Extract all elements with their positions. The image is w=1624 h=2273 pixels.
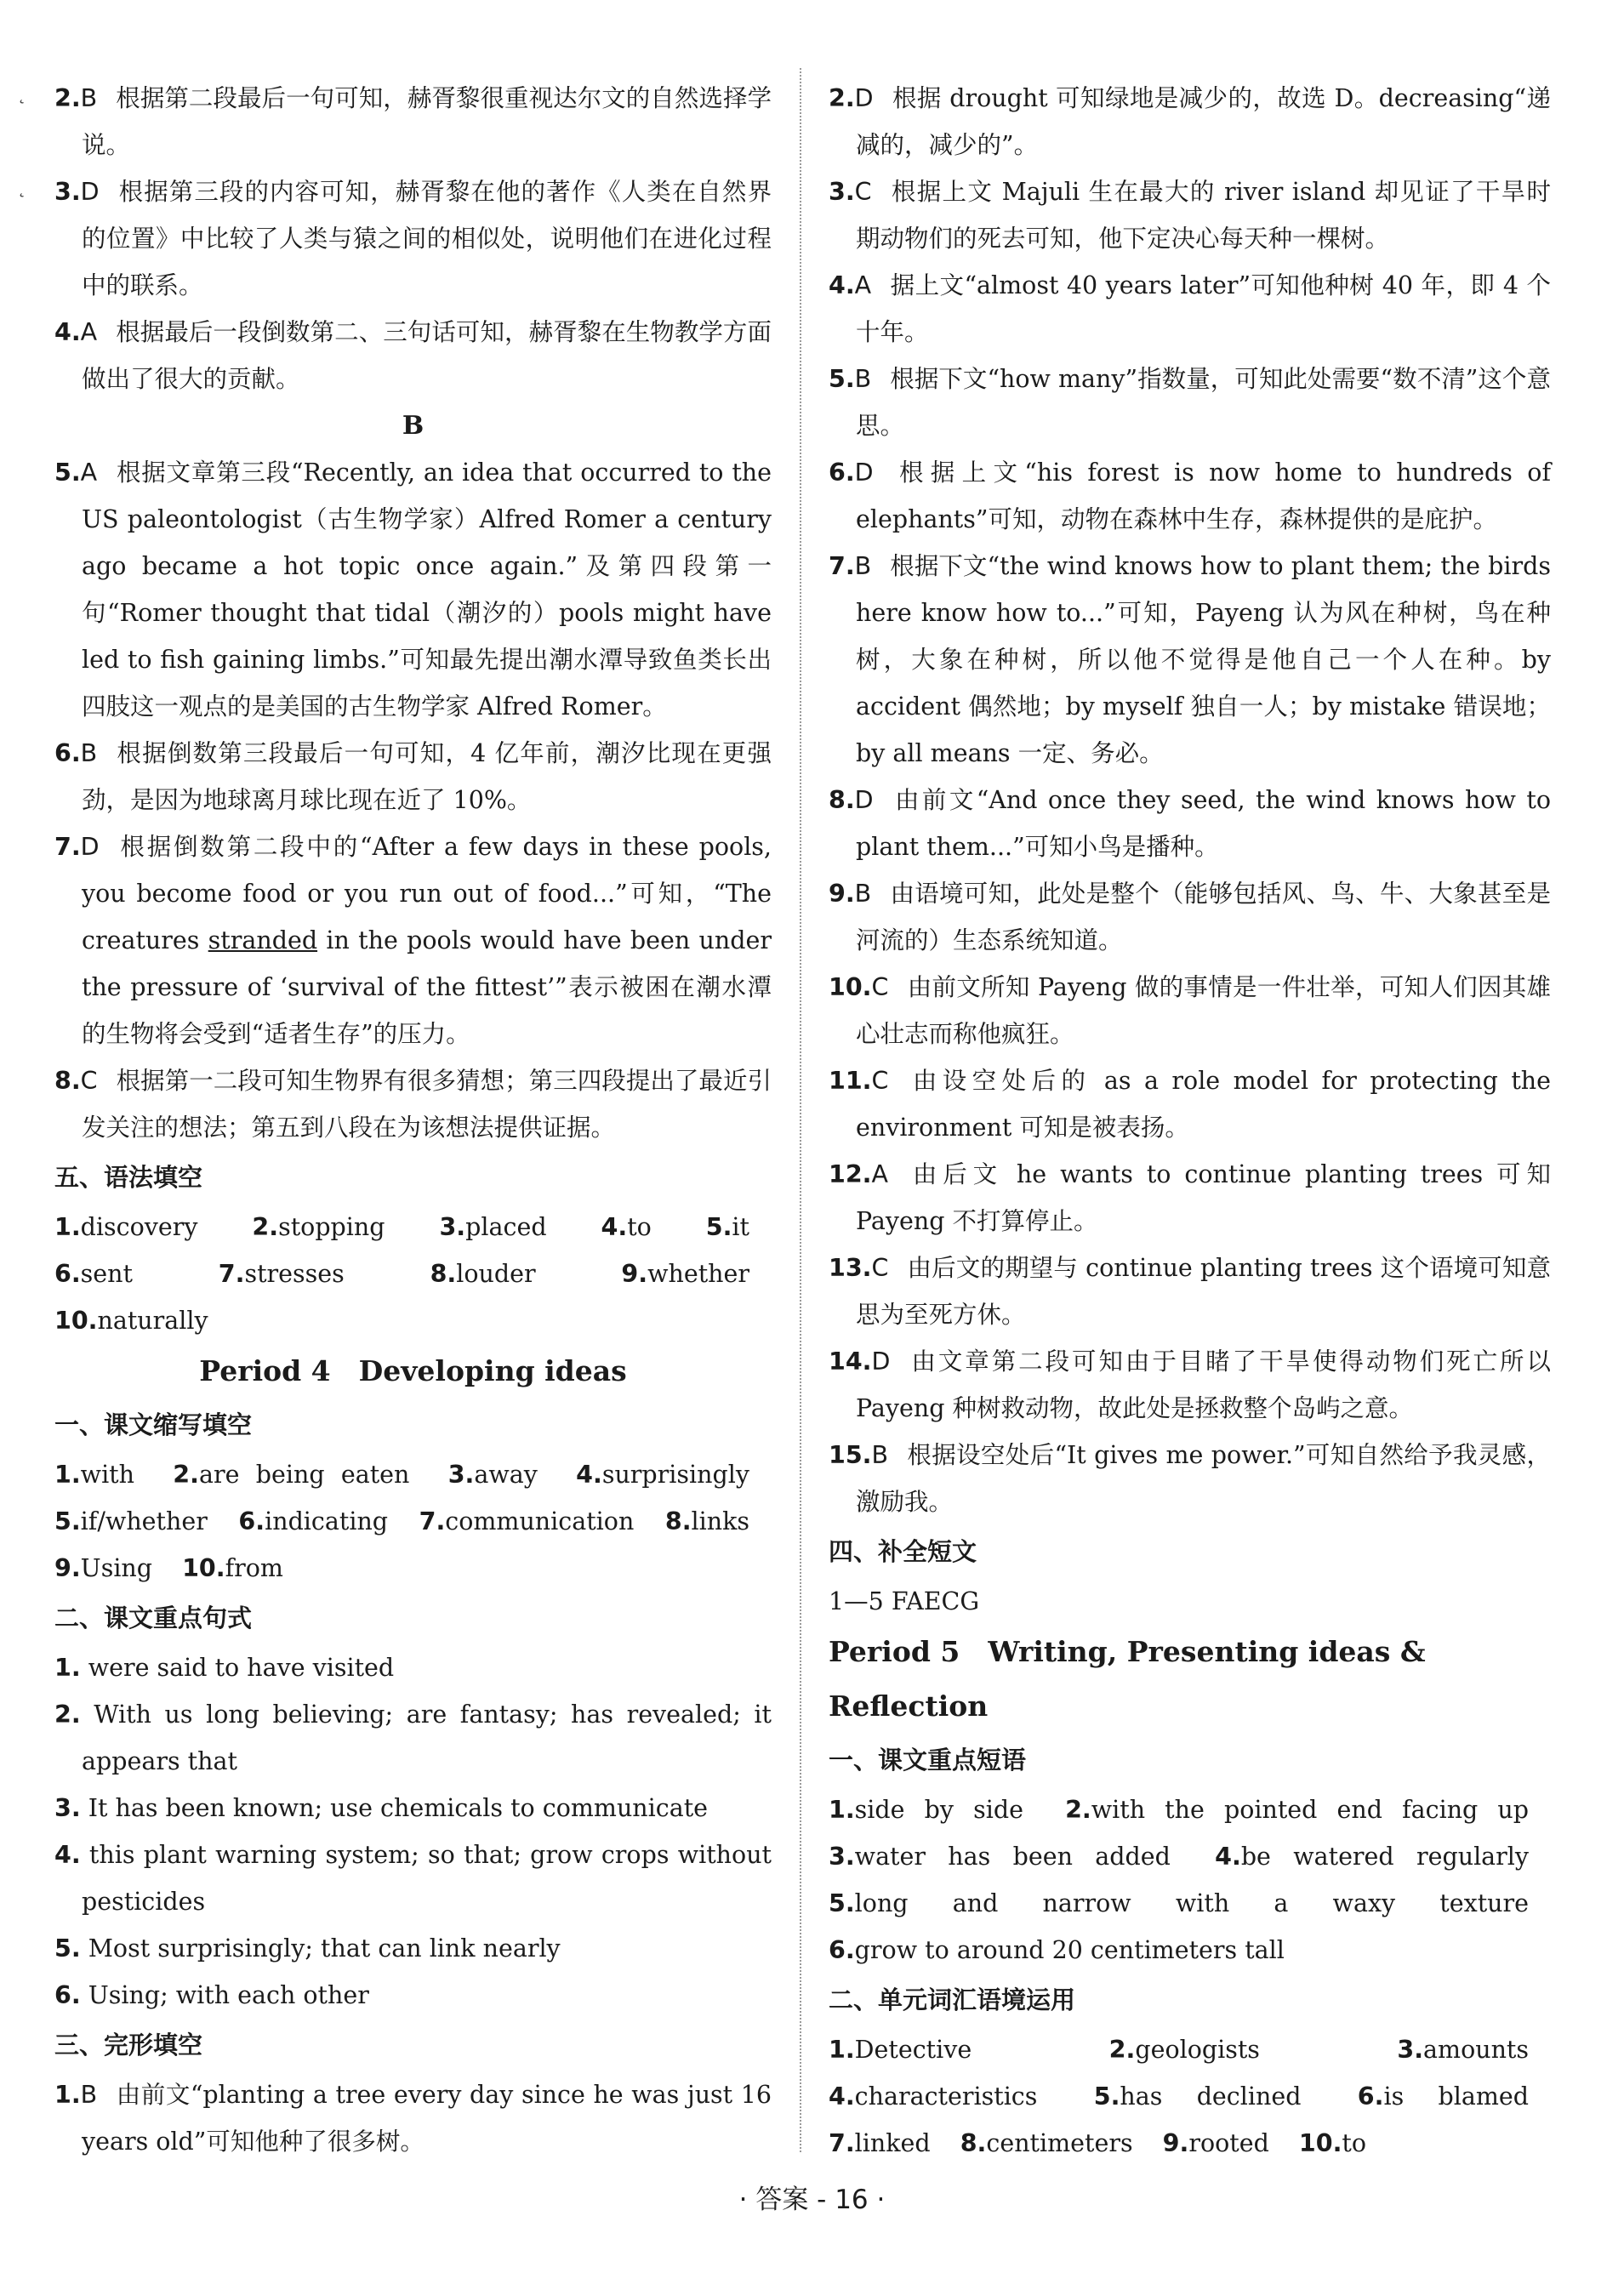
cloze-answers-continued <box>829 75 1551 1525</box>
pair-number: 7. <box>419 1507 446 1535</box>
answer-item <box>829 1432 1551 1525</box>
answer-pair <box>576 1461 749 1489</box>
pair-number: 1. <box>829 2036 855 2064</box>
pair-number: 6. <box>238 1507 265 1535</box>
item-explanation: 根据设空处后“It gives me power.”可知自然给予我灵感，激励我。 <box>856 1441 1551 1516</box>
pair-answer: to <box>627 1213 652 1241</box>
pair-answer: Using <box>80 1554 153 1582</box>
answer-item <box>829 1338 1551 1432</box>
pair-answer: Detective <box>854 2036 972 2064</box>
answer-item <box>829 777 1551 870</box>
item-explanation: 根据倒数第三段最后一句可知，4 亿年前，潮汐比现在更强劲，是因为地球离月球比现在近了 10%。 <box>82 739 772 814</box>
pair-number: 1. <box>829 1796 855 1824</box>
answer-pair <box>54 1461 134 1489</box>
short-passage-answer: 1—5 FAECG <box>829 1587 980 1615</box>
pair-number: 6. <box>54 1260 81 1288</box>
item-explanation: 由前文“And once they seed, the wind knows how to plant them...”可知小鸟是播种。 <box>856 786 1551 861</box>
pair-answer: has declined <box>1120 2082 1302 2111</box>
pair-number: 5. <box>1093 2082 1120 2111</box>
pair-answer: with the pointed end facing up <box>1091 1796 1530 1824</box>
item-choice: B <box>854 552 872 580</box>
answer-pair <box>1109 2036 1260 2064</box>
pair-answer: characteristics <box>854 2082 1038 2111</box>
item-choice: B <box>80 84 98 112</box>
answer-pair <box>829 1843 1171 1871</box>
item-number: 2. <box>54 1700 81 1729</box>
short-passage-heading: 四、补全短文 <box>829 1537 977 1566</box>
pair-answer: if/whether <box>80 1507 208 1535</box>
answer-pair <box>439 1213 546 1241</box>
item-explanation: 由设空处后的 as a role model for protecting the environment 可知是被表扬。 <box>856 1067 1551 1142</box>
pair-answer: rooted <box>1188 2129 1269 2157</box>
answer-pair <box>829 2082 1037 2111</box>
item-explanation: 根据下文“how many”指数量，可知此处需要“数不清”这个意思。 <box>856 365 1551 440</box>
cloze-heading: 三、完形填空 <box>54 2031 203 2059</box>
item-number: 4. <box>54 1841 81 1869</box>
pair-number: 6. <box>1357 2082 1384 2111</box>
pair-answer: long and narrow with a waxy texture <box>854 1889 1529 1917</box>
pair-answer: from <box>225 1554 283 1582</box>
pair-number: 3. <box>439 1213 466 1241</box>
answer-pair <box>430 1260 536 1288</box>
pair-answer: indicating <box>265 1507 389 1535</box>
sentence-item <box>54 1925 772 1972</box>
pair-number: 4. <box>576 1461 602 1489</box>
pair-answer: to <box>1342 2129 1367 2157</box>
answer-pair <box>960 2129 1133 2157</box>
answer-item <box>54 1057 772 1151</box>
underlined-word: stranded <box>208 926 318 954</box>
item-number: 2. <box>829 84 855 112</box>
item-explanation: 根据上文“his forest is now home to hundreds of elephants”可知，动物在森林中生存，森林提供的是庇护。 <box>856 459 1551 533</box>
answer-pair <box>252 1213 385 1241</box>
right-column <box>829 75 1551 2167</box>
item-number: 1. <box>54 2081 81 2109</box>
answer-pair <box>448 1461 538 1489</box>
answer-pair <box>829 2036 972 2064</box>
answer-pair <box>1163 2129 1269 2157</box>
pair-number: 5. <box>829 1889 855 1917</box>
pair-number: 1. <box>54 1461 81 1489</box>
answer-pair <box>829 1936 1285 1964</box>
item-choice: D <box>854 786 874 814</box>
answer-pair <box>1397 2036 1529 2064</box>
pair-number: 2. <box>173 1461 199 1489</box>
pair-answer: water has been added <box>854 1843 1171 1871</box>
pair-answer: surprisingly <box>601 1461 749 1489</box>
item-number: 7. <box>54 833 81 861</box>
answer-pair <box>54 1507 208 1535</box>
answer-item <box>829 543 1551 777</box>
period5-title: Period 5 Writing, Presenting ideas & Reflection <box>829 1635 1426 1723</box>
item-choice: D <box>854 84 874 112</box>
pair-answer: communication <box>445 1507 635 1535</box>
pair-number: 5. <box>54 1507 81 1535</box>
vocab-answers <box>829 2026 1551 2167</box>
item-number: 3. <box>54 1794 81 1822</box>
answer-pair <box>1094 2082 1302 2111</box>
pair-answer: linked <box>854 2129 931 2157</box>
answer-item <box>829 870 1551 964</box>
item-choice: C <box>871 1254 889 1282</box>
item-number: 3. <box>54 178 81 206</box>
period4-title: Period 4 Developing ideas <box>199 1354 627 1387</box>
answer-item <box>829 964 1551 1057</box>
item-choice: C <box>871 973 889 1001</box>
item-explanation: 根据第一二段可知生物界有很多猜想；第三四段提出了最近引发关注的想法；第五到八段在为该想法提供证据。 <box>82 1067 772 1142</box>
pair-number: 9. <box>1162 2129 1189 2157</box>
sentence-item <box>54 1691 772 1785</box>
margin-mark: ˛ <box>17 83 26 105</box>
item-choice: A <box>854 271 872 299</box>
sentence-item <box>54 1785 772 1832</box>
item-explanation: 由后文的期望与 continue planting trees 这个语境可知意思为至死方休。 <box>856 1254 1551 1329</box>
item-number: 13. <box>829 1254 872 1282</box>
answer-item <box>829 449 1551 543</box>
answer-pair <box>829 1796 1023 1824</box>
item-choice: C <box>854 178 872 206</box>
sentence-answers <box>54 1644 772 2019</box>
answer-item <box>54 75 772 168</box>
pair-number: 7. <box>829 2129 855 2157</box>
answer-pair <box>182 1554 283 1582</box>
pair-answer: stresses <box>244 1260 345 1288</box>
item-choice: D <box>871 1347 891 1376</box>
item-choice: C <box>80 1067 98 1095</box>
pair-answer: are being eaten <box>198 1461 410 1489</box>
sentence-answer: Most surprisingly; that can link nearly <box>80 1934 561 1963</box>
answer-pair <box>54 1554 152 1582</box>
cloze-answers-start <box>54 2071 772 2165</box>
pair-number: 1. <box>54 1213 81 1241</box>
answer-item <box>829 168 1551 262</box>
answer-item <box>54 730 772 823</box>
answer-pair <box>1215 1843 1529 1871</box>
grammar-answers <box>54 1204 772 1344</box>
pair-answer: geologists <box>1135 2036 1260 2064</box>
answer-pair <box>238 1507 388 1535</box>
vocab-heading: 二、单元词汇语境运用 <box>829 1985 1076 2014</box>
answer-item <box>54 449 772 730</box>
sentence-answer: With us long believing; are fantasy; has revealed; it appears that <box>80 1700 772 1775</box>
pair-number: 3. <box>447 1461 475 1489</box>
item-number: 11. <box>829 1067 872 1095</box>
item-number: 14. <box>829 1347 872 1376</box>
pair-number: 2. <box>1108 2036 1136 2064</box>
item-number: 4. <box>829 271 855 299</box>
item-explanation: 由前文“planting a tree every day since he was just 16 years old”可知他种了很多树。 <box>82 2081 772 2156</box>
answer-item <box>829 1245 1551 1338</box>
item-explanation: 根据文章第三段“Recently, an idea that occurred to the US paleontologist（古生物学家）Alfred Romer a century ago became a hot topic once again.”及第四段第一句“Romer thought that tidal（潮汐的）pools might have led to fish gaining limbs.”可知最先提出潮水潭导致鱼类长出四肢这一观点的是美国的古生物学家 Alfred Romer。 <box>82 459 772 721</box>
pair-answer: centimeters <box>986 2129 1133 2157</box>
answer-pair <box>706 1213 749 1241</box>
item-explanation: 由后文 he wants to continue planting trees 可知 Payeng 不打算停止。 <box>856 1160 1551 1235</box>
answer-item <box>829 356 1551 449</box>
item-choice: A <box>80 318 98 346</box>
pair-number: 4. <box>829 2082 855 2111</box>
item-choice: B <box>80 739 98 767</box>
answer-pair <box>601 1213 652 1241</box>
sentence-answer: Using; with each other <box>80 1981 369 2009</box>
answer-item <box>829 262 1551 356</box>
answer-pair <box>219 1260 345 1288</box>
pair-answer: sent <box>80 1260 133 1288</box>
pair-answer: amounts <box>1423 2036 1530 2064</box>
pair-answer: be watered regularly <box>1240 1843 1530 1871</box>
pair-answer: with <box>80 1461 134 1489</box>
item-choice: D <box>854 459 874 487</box>
sentence-answer: It has been known; use chemicals to communicate <box>80 1794 709 1822</box>
answer-pair <box>54 1213 197 1241</box>
answer-pair <box>1299 2129 1366 2157</box>
item-choice: B <box>80 2081 98 2109</box>
item-choice: C <box>871 1067 889 1095</box>
item-number: 5. <box>54 459 81 487</box>
pair-number: 4. <box>601 1213 628 1241</box>
item-explanation: 据上文“almost 40 years later”可知他种树 40 年，即 4 个十年。 <box>856 271 1551 346</box>
reading-section-b <box>54 449 772 1151</box>
item-number: 12. <box>829 1160 872 1188</box>
item-number: 6. <box>829 459 855 487</box>
item-explanation: 由前文所知 Payeng 做的事情是一件壮举，可知人们因其雄心壮志而称他疯狂。 <box>856 973 1551 1048</box>
pair-answer: away <box>474 1461 538 1489</box>
column-divider <box>800 68 801 2152</box>
answer-item <box>829 75 1551 168</box>
item-explanation: 根据倒数第二段中的“After a few days in these pools, you become food or you run out of food...”可知，“The creatures <box>82 833 772 954</box>
item-number: 5. <box>54 1934 81 1963</box>
item-choice: D <box>80 178 100 206</box>
phrases-heading: 一、课文重点短语 <box>829 1746 1027 1775</box>
pair-number: 3. <box>829 1843 855 1871</box>
pair-answer: louder <box>456 1260 536 1288</box>
pair-answer: whether <box>647 1260 749 1288</box>
item-choice: B <box>854 880 872 908</box>
item-number: 15. <box>829 1441 872 1469</box>
item-number: 1. <box>54 1654 81 1682</box>
pair-number: 8. <box>430 1260 457 1288</box>
item-explanation: 根据第二段最后一句可知，赫胥黎很重视达尔文的自然选择学说。 <box>82 84 772 159</box>
pair-answer: discovery <box>80 1213 198 1241</box>
item-number: 2. <box>54 84 81 112</box>
item-number: 9. <box>829 880 855 908</box>
sentence-item <box>54 1644 772 1691</box>
item-explanation: 根据第三段的内容可知，赫胥黎在他的著作《人类在自然界的位置》中比较了人类与猿之间的相似处，说明他们在进化过程中的联系。 <box>82 178 772 299</box>
answer-item <box>829 1151 1551 1245</box>
pair-answer: naturally <box>97 1307 208 1335</box>
item-choice: B <box>871 1441 889 1469</box>
pair-answer: side by side <box>854 1796 1023 1824</box>
answer-pair <box>829 1889 1529 1917</box>
summary-heading: 一、课文缩写填空 <box>54 1410 253 1439</box>
pair-answer: it <box>732 1213 749 1241</box>
answer-pair <box>54 1307 208 1335</box>
summary-answers <box>54 1451 772 1592</box>
reading-section-a <box>54 75 772 402</box>
sentence-item <box>54 1832 772 1925</box>
item-explanation: 根据上文 Majuli 生在最大的 river island 却见证了干旱时期动物们的死去可知，他下定决心每天种一棵树。 <box>856 178 1551 253</box>
item-explanation: 由文章第二段可知由于目睹了干旱使得动物们死亡所以 Payeng 种树救动物，故此处是拯救整个岛屿之意。 <box>856 1347 1551 1422</box>
pair-number: 4. <box>1215 1843 1241 1871</box>
item-explanation: 根据下文“the wind knows how to plant them; the birds here know how to...”可知，Payeng 认为风在种树，鸟在种树，大象在种树，所以他不觉得是他自己一个人在种。by accident 偶然地；by myself 独自一人；by mistake 错误地；by all means 一定、务必。 <box>856 552 1551 767</box>
answer-pair <box>829 2129 931 2157</box>
pair-number: 5. <box>705 1213 732 1241</box>
phrase-answers <box>829 1786 1551 1974</box>
answer-pair <box>621 1260 749 1288</box>
pair-number: 7. <box>218 1260 245 1288</box>
item-explanation: in the pools would have been under the pressure of ‘survival of the fittest’”表示被困在潮水潭的生物将会受到“适者生存”的压力。 <box>82 926 772 1048</box>
item-choice: B <box>854 365 872 393</box>
item-explanation: 由语境可知，此处是整个（能够包括风、鸟、牛、大象甚至是河流的）生态系统知道。 <box>856 880 1551 954</box>
margin-mark: ˛ <box>17 177 26 198</box>
answer-pair <box>173 1461 409 1489</box>
pair-number: 8. <box>664 1507 692 1535</box>
answer-pair <box>1065 1796 1529 1824</box>
pair-answer: links <box>691 1507 750 1535</box>
pair-answer: placed <box>465 1213 547 1241</box>
grammar-heading: 五、语法填空 <box>54 1163 203 1192</box>
pair-number: 8. <box>960 2129 987 2157</box>
item-number: 6. <box>54 1981 81 2009</box>
pair-number: 10. <box>54 1307 98 1335</box>
item-number: 7. <box>829 552 855 580</box>
sentence-answer: were said to have visited <box>80 1654 395 1682</box>
pair-number: 10. <box>182 1554 225 1582</box>
answer-pair <box>419 1507 635 1535</box>
item-choice: A <box>871 1160 888 1188</box>
pair-number: 3. <box>1397 2036 1424 2064</box>
answer-pair <box>665 1507 749 1535</box>
item-number: 3. <box>829 178 855 206</box>
answer-pair <box>54 1260 133 1288</box>
pair-number: 9. <box>54 1554 81 1582</box>
item-number: 5. <box>829 365 855 393</box>
pair-number: 6. <box>829 1936 855 1964</box>
answer-item <box>54 168 772 309</box>
left-column <box>54 75 772 2165</box>
answer-item <box>54 309 772 402</box>
pair-number: 10. <box>1298 2129 1342 2157</box>
item-choice: A <box>80 459 98 487</box>
answer-item <box>829 1057 1551 1151</box>
item-number: 6. <box>54 739 81 767</box>
item-number: 10. <box>829 973 872 1001</box>
item-number: 8. <box>829 786 855 814</box>
section-b-label: B <box>402 411 425 441</box>
pair-number: 2. <box>252 1213 279 1241</box>
item-choice: D <box>80 833 100 861</box>
pair-number: 2. <box>1065 1796 1091 1824</box>
sentences-heading: 二、课文重点句式 <box>54 1604 253 1632</box>
pair-answer: is blamed <box>1383 2082 1530 2111</box>
item-explanation: 根据最后一段倒数第二、三句话可知，赫胥黎在生物教学方面做出了很大的贡献。 <box>82 318 772 393</box>
sentence-item <box>54 1972 772 2019</box>
item-number: 8. <box>54 1067 81 1095</box>
pair-answer: stopping <box>278 1213 385 1241</box>
item-explanation: 根据 drought 可知绿地是减少的，故选 D。decreasing“递减的，减少的”。 <box>856 84 1551 159</box>
pair-answer: grow to around 20 centimeters tall <box>854 1936 1285 1964</box>
answer-item <box>54 823 772 1057</box>
answer-item <box>54 2071 772 2165</box>
item-number: 4. <box>54 318 81 346</box>
sentence-answer: this plant warning system; so that; grow crops without pesticides <box>80 1841 772 1916</box>
answer-pair <box>1358 2082 1529 2111</box>
pair-number: 9. <box>621 1260 648 1288</box>
page-number: · 答案 - 16 · <box>738 2185 886 2215</box>
